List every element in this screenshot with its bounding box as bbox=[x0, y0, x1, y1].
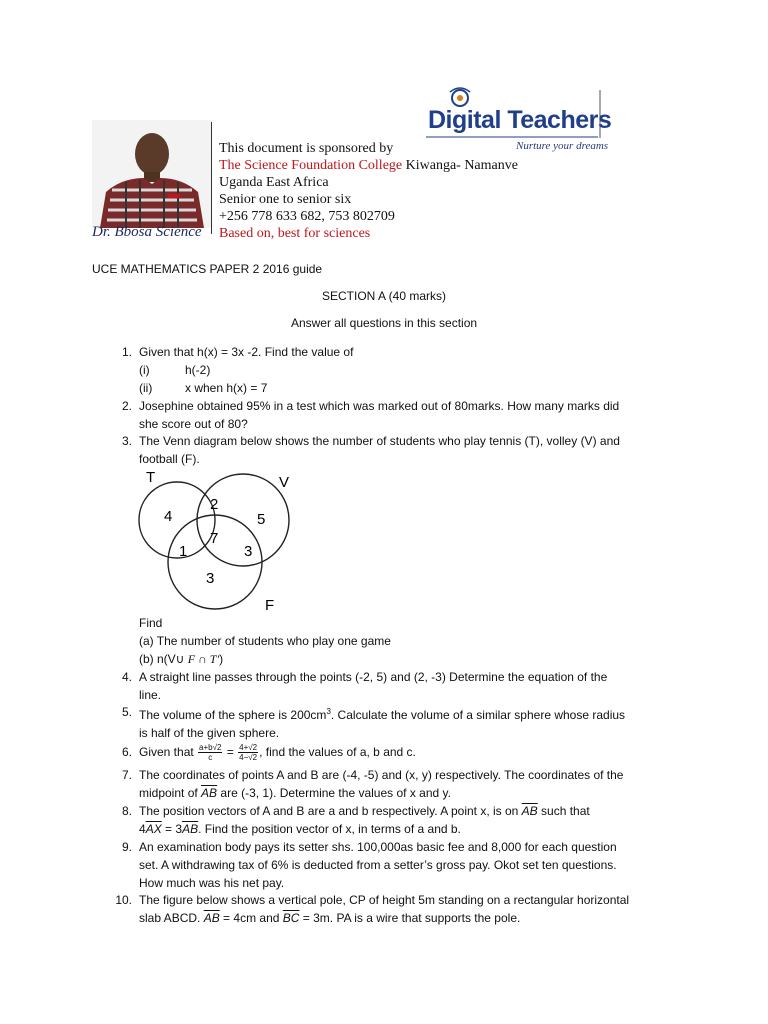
text-segment: are (-3, 1). Determine the values of x and y. bbox=[217, 786, 451, 800]
text-line: An examination body pays its setter shs. 100,000as basic fee and 8,000 for each question bbox=[139, 840, 617, 854]
question-number: 8. bbox=[121, 804, 132, 818]
vector-ax: $\overline{AX}$ bbox=[145, 822, 162, 836]
text-segment: slab ABCD. bbox=[139, 911, 204, 925]
text-segment: . Find the position vector of x, in terms of a and b. bbox=[198, 822, 461, 836]
region-all: 7 bbox=[210, 530, 219, 547]
circle-volley bbox=[197, 474, 289, 566]
college-name: The Science Foundation College bbox=[219, 158, 403, 173]
question-text bbox=[139, 703, 679, 742]
text-segment: = 4cm and bbox=[219, 911, 283, 925]
region-v-only: 5 bbox=[257, 511, 266, 528]
text-line: she score out of 80? bbox=[139, 417, 248, 431]
text-segment: 4 bbox=[139, 822, 146, 836]
denominator: 4−√2 bbox=[239, 753, 258, 763]
text-line bbox=[139, 909, 679, 927]
equals: = bbox=[223, 745, 238, 759]
vector-ab: $\overline{AB}$ bbox=[203, 911, 220, 925]
question-number: 4. bbox=[121, 670, 132, 684]
vector-ab: $\overline{AB}$ bbox=[201, 786, 218, 800]
part-label: (ii) bbox=[139, 381, 153, 395]
part-label: (i) bbox=[139, 363, 150, 377]
text-line: football (F). bbox=[139, 452, 200, 466]
question-text bbox=[139, 743, 679, 762]
question-number: 9. bbox=[121, 840, 132, 854]
text-line: The coordinates of points A and B are (-4, -5) and (x, y) respectively. The coordinates of the bbox=[139, 768, 624, 782]
text-line: The Venn diagram below shows the number of students who play tennis (T), volley (V) and bbox=[139, 434, 620, 448]
question-number: 7. bbox=[121, 768, 132, 782]
text-line: Josephine obtained 95% in a test which was marked out of 80marks. How many marks did bbox=[139, 399, 620, 413]
sponsor-slogan: Based on, best for sciences bbox=[219, 226, 371, 241]
part-text: x when h(x) = 7 bbox=[185, 381, 268, 395]
sponsor-line: Uganda East Africa bbox=[219, 175, 329, 190]
sponsor-line: Senior one to senior six bbox=[219, 192, 352, 207]
label-v: V bbox=[279, 474, 290, 491]
logo-tagline: Nurture your dreams bbox=[516, 140, 609, 152]
question-text: Given that h(x) = 3x -2. Find the value of bbox=[139, 345, 354, 359]
text-segment: such that bbox=[537, 804, 590, 818]
sponsor-text bbox=[219, 140, 518, 242]
vector-ab: $\overline{AB}$ bbox=[182, 822, 199, 836]
question-number: 3. bbox=[121, 434, 132, 448]
part-text: ) bbox=[219, 652, 224, 666]
question-text bbox=[139, 397, 679, 433]
question-number: 2. bbox=[121, 399, 132, 413]
text-segment: The volume of the sphere is 200cm bbox=[139, 708, 327, 722]
set-expression: F ∩ T′ bbox=[187, 652, 220, 666]
text-line: A straight line passes through the points (-2, 5) and (2, -3) Determine the equation of the bbox=[139, 670, 608, 684]
numerator: 4+√2 bbox=[239, 743, 258, 753]
question-text bbox=[139, 802, 679, 838]
text-line bbox=[139, 820, 679, 838]
text-segment: , find the values of a, b and c. bbox=[259, 745, 416, 759]
vector-bc: $\overline{BC}$ bbox=[282, 911, 300, 925]
text-line: set. A withdrawing tax of 6% is deducted from a setter’s gross pay. Okot set ten questions. bbox=[139, 858, 617, 872]
text-segment: . Calculate the volume of a similar sphere whose radius bbox=[330, 708, 626, 722]
question-1-part-i bbox=[139, 361, 210, 379]
region-t-f: 1 bbox=[179, 543, 188, 560]
question-number: 1. bbox=[121, 345, 132, 359]
superscript: 3 bbox=[326, 707, 331, 716]
question-number: 5. bbox=[121, 705, 132, 719]
question-3-part-a: (a) The number of students who play one game bbox=[139, 634, 391, 648]
part-text: (b) n(V∪ bbox=[139, 652, 188, 666]
text-line: is half of the given sphere. bbox=[139, 726, 280, 740]
document-title: UCE MATHEMATICS PAPER 2 2016 guide bbox=[92, 262, 323, 276]
question-text bbox=[139, 838, 679, 892]
sponsor-line bbox=[219, 157, 518, 174]
venn-diagram bbox=[130, 462, 300, 612]
author-caption: Dr. Bbosa Science bbox=[92, 224, 202, 240]
question-3-find: Find bbox=[139, 616, 163, 630]
text-line bbox=[139, 802, 679, 820]
question-text bbox=[139, 766, 679, 802]
fraction-right bbox=[238, 743, 258, 762]
region-t-v: 2 bbox=[210, 496, 219, 513]
part-text: h(-2) bbox=[185, 363, 211, 377]
label-t: T bbox=[146, 469, 156, 486]
text-line: line. bbox=[139, 688, 162, 702]
college-location: Kiwanga- Namanve bbox=[402, 158, 518, 173]
region-f-only: 3 bbox=[206, 570, 215, 587]
section-title: SECTION A (40 marks) bbox=[321, 289, 447, 303]
person-portrait-icon bbox=[92, 120, 212, 228]
region-v-f: 3 bbox=[244, 543, 253, 560]
text-line bbox=[139, 703, 679, 724]
text-segment: Given that bbox=[139, 745, 198, 759]
sponsor-phone: +256 778 633 682, 753 802709 bbox=[219, 209, 395, 224]
author-photo bbox=[92, 120, 212, 228]
question-text bbox=[139, 668, 679, 704]
text-segment: midpoint of bbox=[139, 786, 202, 800]
sponsor-line: This document is sponsored by bbox=[219, 141, 394, 156]
vector-ab: $\overline{AB}$ bbox=[521, 804, 538, 818]
question-3-part-b bbox=[139, 650, 223, 668]
instruction: Answer all questions in this section bbox=[290, 316, 478, 330]
fraction-left bbox=[198, 743, 222, 762]
question-text bbox=[139, 891, 679, 927]
text-line bbox=[139, 784, 679, 802]
circle-tennis bbox=[139, 482, 215, 558]
text-segment: = 3m. PA is a wire that supports the pole. bbox=[299, 911, 521, 925]
question-number: 6. bbox=[121, 745, 132, 759]
numerator: a+b√2 bbox=[199, 743, 222, 753]
divider bbox=[211, 122, 212, 234]
text-segment: = 3 bbox=[161, 822, 183, 836]
region-t-only: 4 bbox=[164, 508, 173, 525]
label-f: F bbox=[265, 597, 275, 612]
text-line: The figure below shows a vertical pole, CP of height 5m standing on a rectangular horizontal bbox=[139, 893, 630, 907]
denominator: c bbox=[208, 753, 213, 763]
text-line: How much was his net pay. bbox=[139, 876, 285, 890]
text-segment: The position vectors of A and B are a and b respectively. A point x, is on bbox=[139, 804, 522, 818]
question-1-part-ii bbox=[139, 379, 267, 397]
question-number: 10. bbox=[115, 893, 132, 907]
logo-title: Digital Teachers bbox=[428, 106, 612, 134]
sponsor-header bbox=[0, 0, 768, 250]
